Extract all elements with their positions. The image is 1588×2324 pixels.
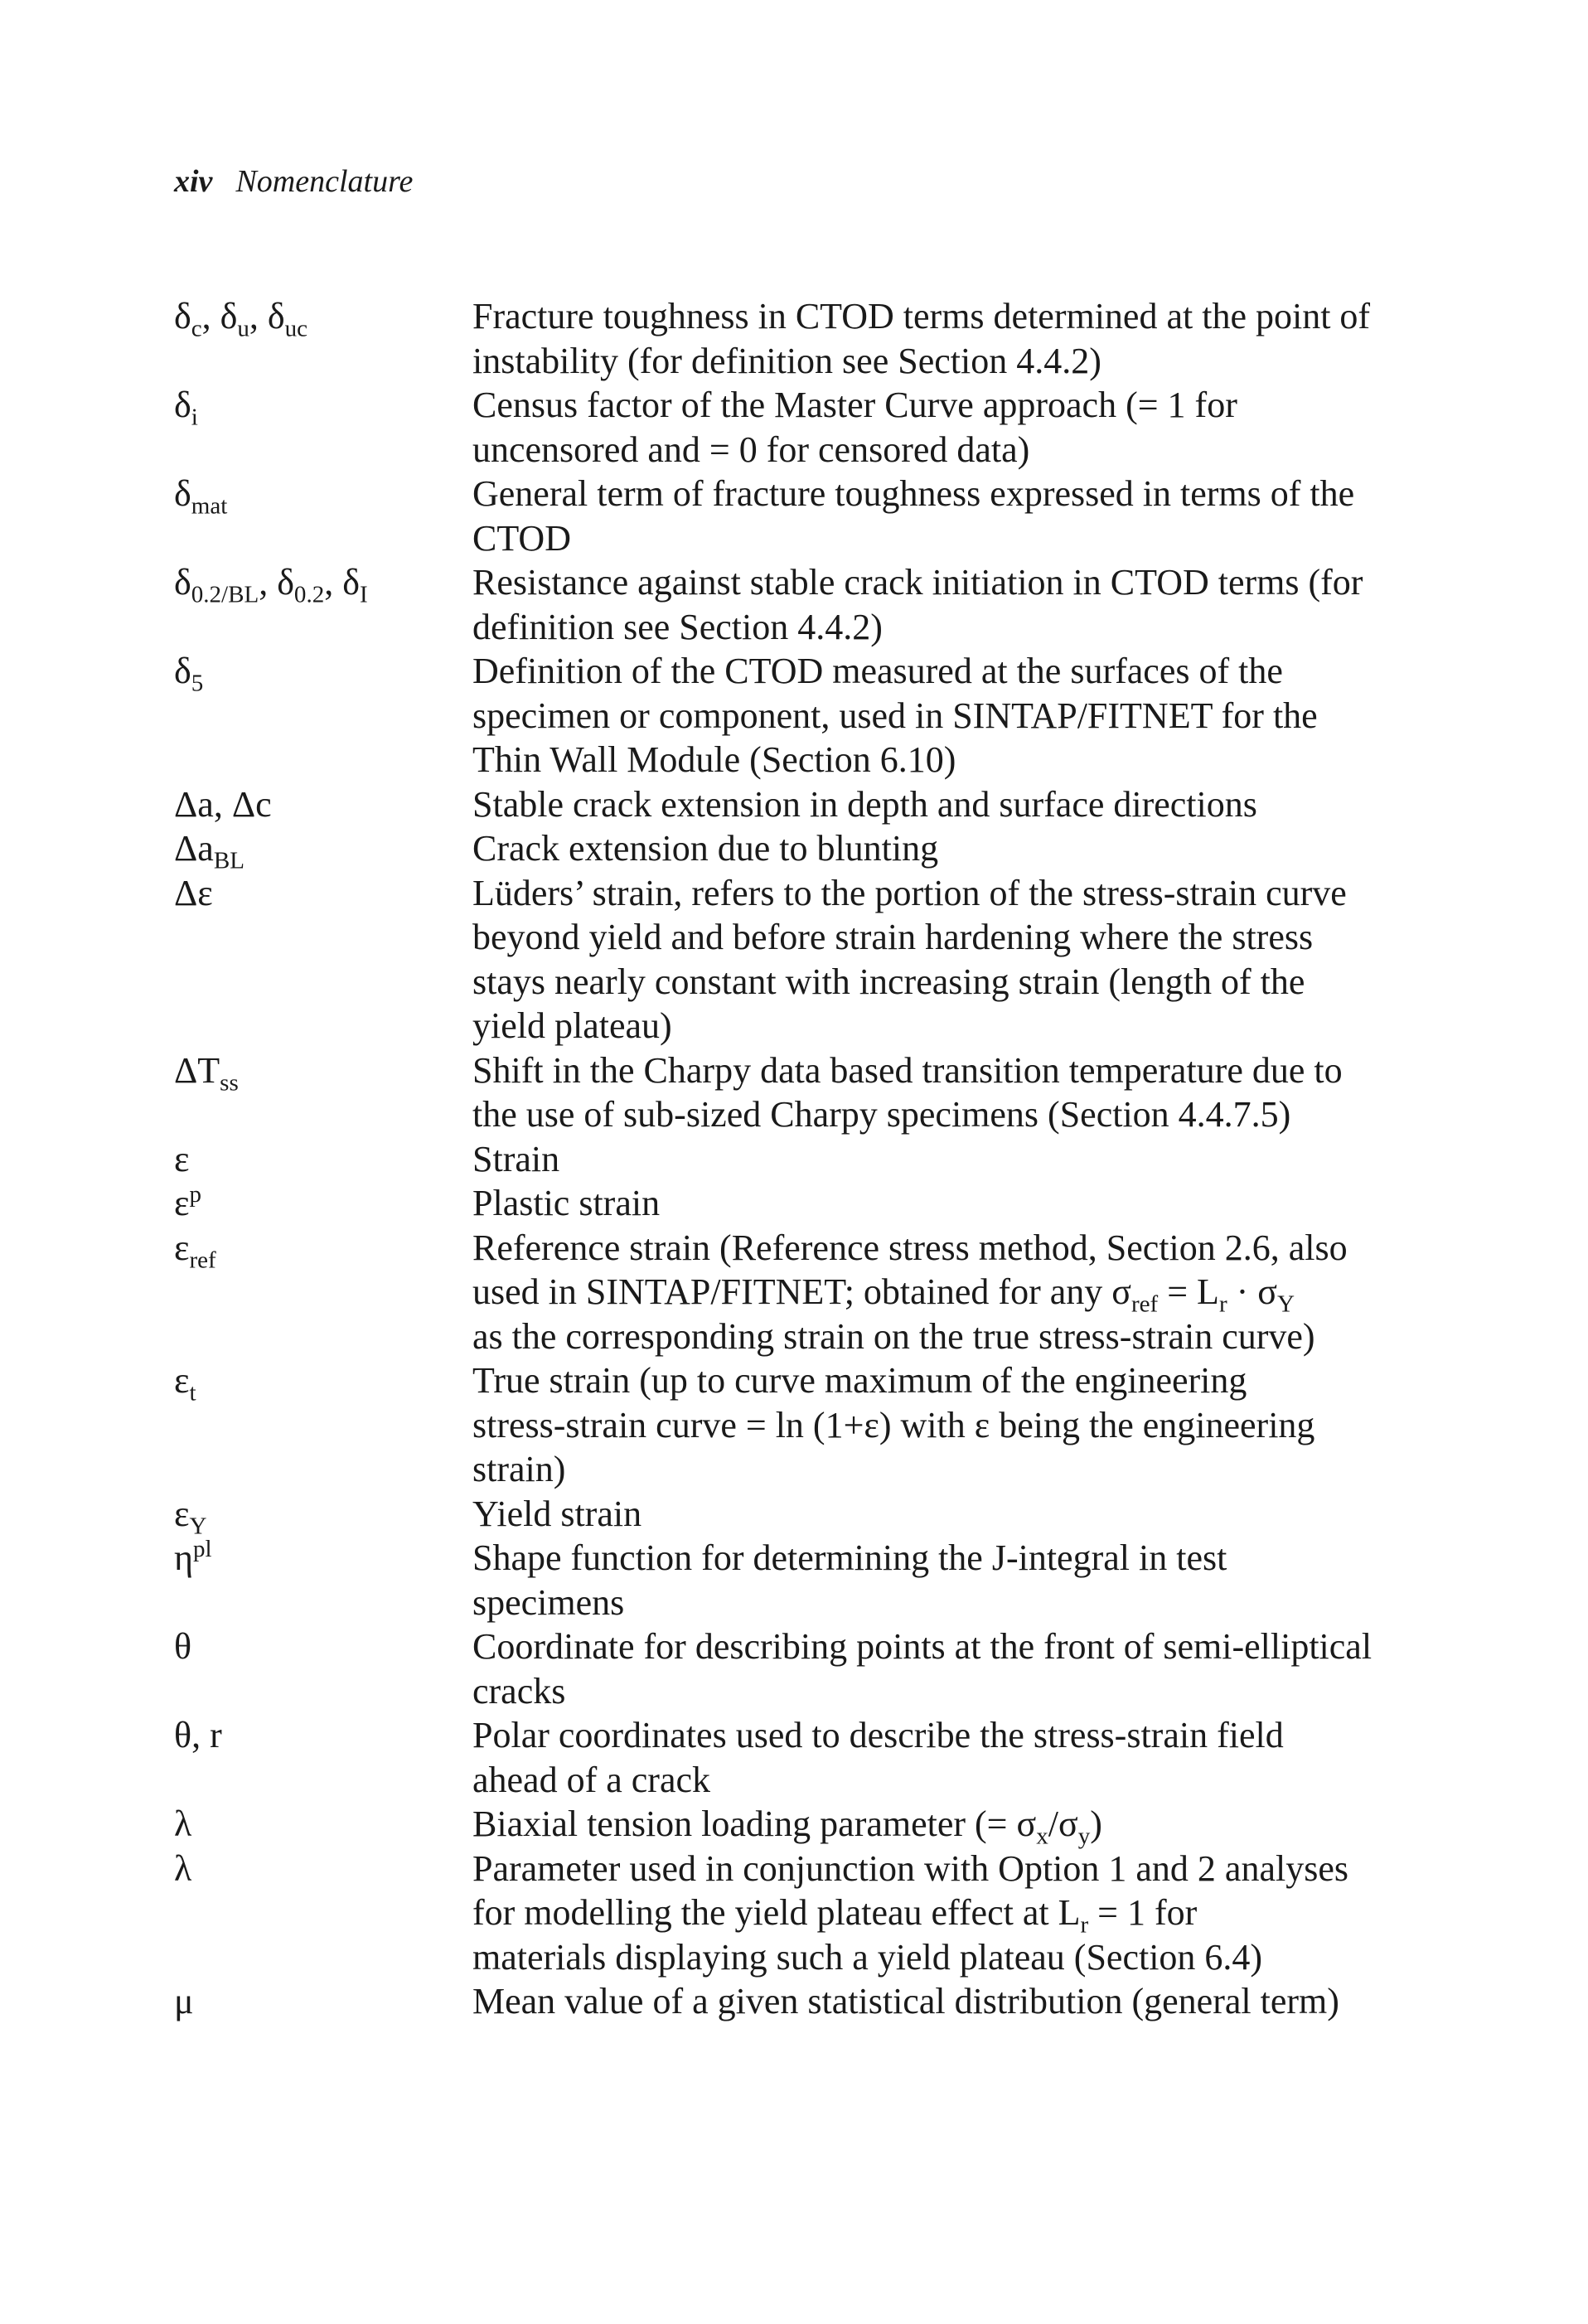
definition-line bbox=[472, 1624, 1417, 1669]
entry-definition bbox=[472, 560, 1417, 649]
nomenclature-entry bbox=[174, 294, 1417, 383]
subscript: u bbox=[237, 315, 249, 342]
subscript: r bbox=[1218, 1290, 1227, 1318]
definition-line bbox=[472, 1492, 1417, 1537]
definition-line bbox=[472, 1891, 1417, 1939]
nomenclature-entry bbox=[174, 826, 1417, 874]
text-run: materials displaying such a yield plateau (Section 6.4) bbox=[472, 1936, 1263, 1978]
text-run: yield plateau) bbox=[472, 1005, 672, 1046]
definition-line bbox=[472, 1669, 1417, 1714]
entry-symbol bbox=[174, 1048, 472, 1096]
subscript: uc bbox=[284, 315, 308, 342]
text-run: stress-strain curve = ln (1+ε) with ε being the engineering bbox=[472, 1404, 1315, 1445]
entry-symbol bbox=[174, 782, 472, 827]
text-run: definition see Section 4.4.2) bbox=[472, 606, 883, 647]
text-run: , δ bbox=[201, 296, 238, 336]
text-run: Definition of the CTOD measured at the surfaces of the bbox=[472, 651, 1283, 691]
text-run: Plastic strain bbox=[472, 1183, 661, 1223]
definition-line bbox=[472, 560, 1417, 605]
subscript: ss bbox=[220, 1068, 239, 1096]
nomenclature-entry bbox=[174, 1226, 1417, 1359]
subscript: i bbox=[191, 404, 198, 431]
text-run: Parameter used in conjunction with Option 1 and 2 analyses bbox=[472, 1847, 1348, 1889]
nomenclature-entry bbox=[174, 782, 1417, 827]
text-run: cracks bbox=[472, 1670, 566, 1712]
entry-symbol bbox=[174, 1624, 472, 1669]
nomenclature-entry bbox=[174, 383, 1417, 472]
text-run: = L bbox=[1158, 1271, 1219, 1312]
definition-line bbox=[472, 294, 1417, 339]
definition-line bbox=[472, 472, 1417, 516]
text-run: δ bbox=[174, 562, 191, 603]
text-run: Thin Wall Module (Section 6.10) bbox=[472, 739, 956, 780]
definition-line bbox=[472, 738, 1417, 782]
definition-line bbox=[472, 1935, 1417, 1980]
subscript: ref bbox=[189, 1246, 216, 1273]
text-run: ) bbox=[1090, 1804, 1102, 1844]
text-run: Lüders’ strain, refers to the portion of the stress-strain curve bbox=[472, 872, 1347, 913]
text-run: stays nearly constant with increasing strain (length of the bbox=[472, 961, 1305, 1002]
nomenclature-entry bbox=[174, 1847, 1417, 1980]
nomenclature-entry bbox=[174, 1048, 1417, 1137]
text-run: = 1 for bbox=[1088, 1892, 1198, 1933]
subscript: Y bbox=[1276, 1290, 1295, 1318]
nomenclature-entry bbox=[174, 1802, 1417, 1850]
entry-symbol bbox=[174, 1979, 472, 2024]
entry-symbol bbox=[174, 1713, 472, 1758]
subscript: t bbox=[189, 1379, 196, 1407]
text-run: ahead of a crack bbox=[472, 1759, 711, 1800]
subscript: 0.2/BL bbox=[191, 581, 259, 608]
entry-symbol bbox=[174, 826, 472, 874]
entry-definition bbox=[472, 294, 1417, 383]
text-run: beyond yield and before strain hardening where the stress bbox=[472, 917, 1314, 957]
text-run: specimens bbox=[472, 1581, 625, 1623]
subscript: x bbox=[1036, 1823, 1048, 1850]
nomenclature-entry bbox=[174, 1624, 1417, 1713]
entry-symbol bbox=[174, 294, 472, 342]
entry-definition bbox=[472, 472, 1417, 560]
definition-line bbox=[472, 1581, 1417, 1625]
entry-definition bbox=[472, 826, 1417, 871]
entry-symbol bbox=[174, 1847, 472, 1891]
text-run: General term of fracture toughness expressed in terms of the bbox=[472, 473, 1355, 514]
text-run: Δa bbox=[174, 828, 214, 869]
text-run: δ bbox=[174, 296, 191, 336]
entry-symbol bbox=[174, 1536, 472, 1581]
definition-line bbox=[472, 915, 1417, 960]
subscript: mat bbox=[191, 492, 228, 520]
text-run: , δ bbox=[324, 562, 360, 603]
nomenclature-entry bbox=[174, 472, 1417, 560]
subscript: I bbox=[359, 581, 368, 608]
entry-definition bbox=[472, 383, 1417, 472]
entry-symbol bbox=[174, 383, 472, 431]
text-run: as the corresponding strain on the true stress-strain curve) bbox=[472, 1315, 1315, 1357]
text-run: Reference strain (Reference stress method, Section 2.6, also bbox=[472, 1227, 1348, 1268]
subscript: Y bbox=[189, 1512, 207, 1539]
entry-symbol bbox=[174, 1181, 472, 1226]
definition-line bbox=[472, 1004, 1417, 1048]
entry-symbol bbox=[174, 1137, 472, 1182]
text-run: , δ bbox=[249, 296, 285, 336]
section-title: Nomenclature bbox=[235, 164, 414, 199]
entry-definition bbox=[472, 1358, 1417, 1492]
entry-symbol bbox=[174, 1492, 472, 1537]
text-run: /σ bbox=[1048, 1804, 1078, 1844]
definition-line bbox=[472, 1447, 1417, 1492]
definition-line bbox=[472, 1979, 1417, 2024]
entry-definition bbox=[472, 871, 1417, 1048]
subscript: ref bbox=[1131, 1290, 1159, 1318]
definition-line bbox=[472, 694, 1417, 738]
entry-definition bbox=[472, 1536, 1417, 1624]
entry-symbol bbox=[174, 1358, 472, 1407]
definition-line bbox=[472, 649, 1417, 694]
entry-definition bbox=[472, 1492, 1417, 1537]
text-run: μ bbox=[174, 1981, 194, 2021]
subscript: 5 bbox=[191, 670, 204, 697]
text-run: δ bbox=[174, 473, 191, 514]
text-run: θ, r bbox=[174, 1715, 222, 1755]
definition-line bbox=[472, 1758, 1417, 1803]
text-run: θ bbox=[174, 1626, 192, 1667]
text-run: η bbox=[174, 1537, 194, 1578]
text-run: specimen or component, used in SINTAP/FITNET for the bbox=[472, 695, 1318, 736]
nomenclature-entry bbox=[174, 649, 1417, 782]
text-run: ε bbox=[174, 1493, 190, 1534]
definition-line bbox=[472, 960, 1417, 1005]
text-run: the use of sub-sized Charpy specimens (Section 4.4.7.5) bbox=[472, 1094, 1291, 1135]
definition-line bbox=[472, 516, 1417, 561]
text-run: Stable crack extension in depth and surface directions bbox=[472, 783, 1257, 825]
definition-line bbox=[472, 1181, 1417, 1226]
entry-symbol bbox=[174, 472, 472, 520]
nomenclature-entry bbox=[174, 1536, 1417, 1624]
definition-line bbox=[472, 605, 1417, 650]
text-run: Resistance against stable crack initiation in CTOD terms (for bbox=[472, 562, 1363, 603]
text-run: Mean value of a given statistical distribution (general term) bbox=[472, 1981, 1339, 2021]
text-run: λ bbox=[174, 1847, 192, 1889]
entry-symbol bbox=[174, 871, 472, 916]
text-run: Δε bbox=[174, 872, 213, 913]
definition-line bbox=[472, 1315, 1417, 1359]
nomenclature-entry bbox=[174, 1713, 1417, 1802]
definition-line bbox=[472, 1137, 1417, 1182]
entry-symbol bbox=[174, 649, 472, 697]
entry-definition bbox=[472, 1979, 1417, 2024]
text-run: Strain bbox=[472, 1138, 560, 1179]
nomenclature-entry bbox=[174, 560, 1417, 649]
definition-line bbox=[472, 826, 1417, 871]
text-run: δ bbox=[174, 385, 191, 425]
entry-definition bbox=[472, 1624, 1417, 1713]
entry-definition bbox=[472, 1847, 1417, 1980]
text-run: Census factor of the Master Curve approach (= 1 for bbox=[472, 385, 1237, 425]
entry-definition bbox=[472, 1137, 1417, 1182]
nomenclature-entry bbox=[174, 1137, 1417, 1182]
text-run: , δ bbox=[259, 562, 294, 603]
text-run: Shift in the Charpy data based transition temperature due to bbox=[472, 1049, 1343, 1091]
text-run: δ bbox=[174, 651, 191, 691]
definition-line bbox=[472, 339, 1417, 384]
definition-line bbox=[472, 1403, 1417, 1448]
nomenclature-entry bbox=[174, 1979, 1417, 2024]
entry-symbol bbox=[174, 1802, 472, 1847]
entry-definition bbox=[472, 1181, 1417, 1226]
definition-line bbox=[472, 1358, 1417, 1403]
nomenclature-entry bbox=[174, 871, 1417, 1048]
entry-definition bbox=[472, 1713, 1417, 1802]
text-run: ε bbox=[174, 1227, 190, 1268]
subscript: r bbox=[1080, 1911, 1089, 1939]
subscript: BL bbox=[213, 847, 244, 874]
definition-line bbox=[472, 1847, 1417, 1891]
entry-symbol bbox=[174, 1226, 472, 1271]
superscript: pl bbox=[193, 1536, 212, 1563]
text-run: Biaxial tension loading parameter (= σ bbox=[472, 1804, 1037, 1844]
text-run: strain) bbox=[472, 1449, 566, 1489]
text-run: CTOD bbox=[472, 517, 571, 559]
definition-line bbox=[472, 1226, 1417, 1271]
text-run: Fracture toughness in CTOD terms determined at the point of bbox=[472, 296, 1371, 336]
entry-symbol bbox=[174, 560, 472, 608]
text-run: ε bbox=[174, 1138, 190, 1179]
text-run: uncensored and = 0 for censored data) bbox=[472, 428, 1030, 470]
running-head bbox=[174, 166, 413, 197]
definition-line bbox=[472, 1713, 1417, 1758]
text-run: True strain (up to curve maximum of the engineering bbox=[472, 1360, 1247, 1401]
text-run: λ bbox=[174, 1804, 192, 1844]
definition-line bbox=[472, 1270, 1417, 1318]
subscript: y bbox=[1077, 1823, 1091, 1850]
text-run: Polar coordinates used to describe the stress-strain field bbox=[472, 1715, 1284, 1755]
text-run: used in SINTAP/FITNET; obtained for any σ bbox=[472, 1271, 1131, 1312]
text-run: instability (for definition see Section 4.4.2) bbox=[472, 340, 1101, 381]
subscript: c bbox=[191, 315, 202, 342]
entry-definition bbox=[472, 1802, 1417, 1850]
text-run: · σ bbox=[1227, 1271, 1277, 1312]
text-run: Coordinate for describing points at the front of semi-elliptical bbox=[472, 1626, 1373, 1667]
definition-line bbox=[472, 1536, 1417, 1581]
superscript: p bbox=[189, 1181, 201, 1208]
definition-line bbox=[472, 383, 1417, 428]
nomenclature-entry bbox=[174, 1492, 1417, 1537]
text-run: for modelling the yield plateau effect at L bbox=[472, 1892, 1081, 1933]
text-run: Δa, Δc bbox=[174, 783, 272, 825]
text-run: ε bbox=[174, 1360, 190, 1401]
text-run: Shape function for determining the J-integral in test bbox=[472, 1537, 1227, 1578]
text-run: ΔT bbox=[174, 1049, 220, 1091]
page-number: xiv bbox=[174, 164, 213, 199]
definition-line bbox=[472, 428, 1417, 472]
entry-definition bbox=[472, 1226, 1417, 1359]
definition-line bbox=[472, 871, 1417, 916]
nomenclature-entry bbox=[174, 1358, 1417, 1492]
text-run: Yield strain bbox=[472, 1493, 642, 1534]
entry-definition bbox=[472, 1048, 1417, 1137]
text-run: Crack extension due to blunting bbox=[472, 828, 939, 869]
text-run: ε bbox=[174, 1183, 190, 1223]
nomenclature-list bbox=[174, 294, 1417, 2024]
definition-line bbox=[472, 782, 1417, 827]
definition-line bbox=[472, 1048, 1417, 1093]
subscript: 0.2 bbox=[293, 581, 325, 608]
entry-definition bbox=[472, 782, 1417, 827]
definition-line bbox=[472, 1092, 1417, 1137]
nomenclature-entry bbox=[174, 1181, 1417, 1226]
definition-line bbox=[472, 1802, 1417, 1850]
entry-definition bbox=[472, 649, 1417, 782]
